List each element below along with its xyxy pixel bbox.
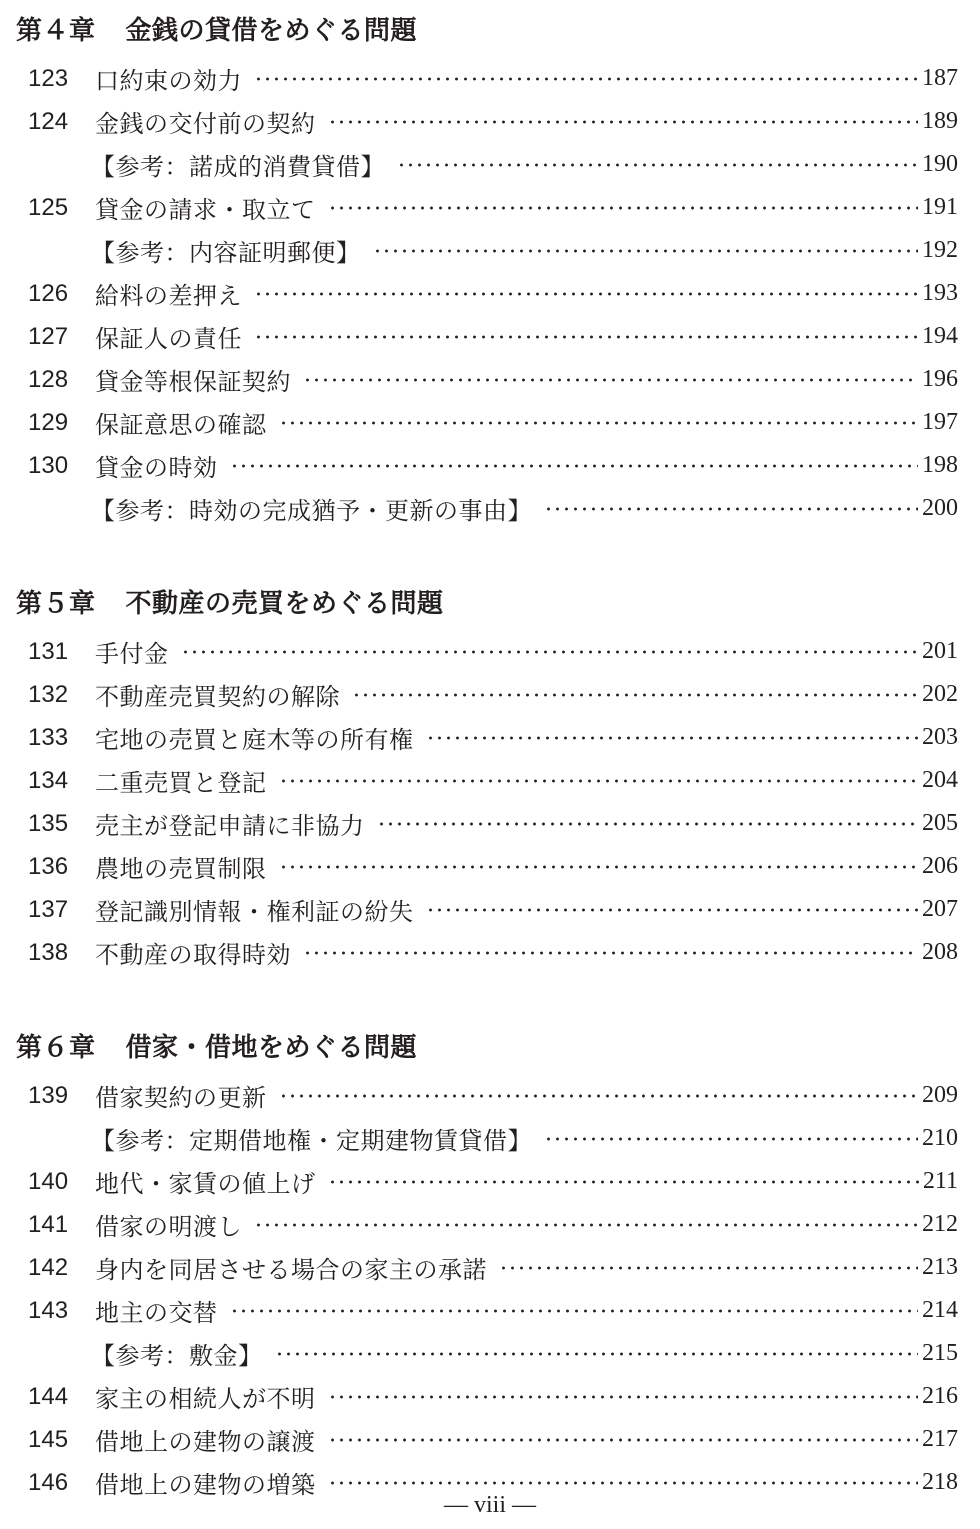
entry-page-number: 217 [922, 1426, 958, 1452]
toc-reference-entry[interactable] [0, 143, 980, 186]
dot-leader [373, 248, 919, 254]
entry-title: 金銭の交付前の契約 [95, 110, 316, 138]
entry-title: 借家の明渡し [95, 1213, 242, 1241]
dot-leader [328, 119, 919, 125]
toc-entry[interactable] [0, 358, 980, 401]
toc-entry[interactable] [0, 57, 980, 100]
toc-entry[interactable] [0, 716, 980, 759]
entry-title: 登記識別情報・権利証の紛失 [95, 898, 414, 926]
dot-leader [254, 334, 918, 340]
entry-title: 不動産の取得時効 [95, 941, 291, 969]
toc-entry[interactable] [0, 673, 980, 716]
entry-page-number: 193 [922, 280, 958, 306]
toc-reference-entry[interactable] [0, 1117, 980, 1160]
entry-page-number: 189 [922, 108, 958, 134]
dot-leader [279, 778, 919, 784]
entry-title: 貸金の時効 [95, 454, 218, 482]
toc-entry[interactable] [0, 630, 980, 673]
entry-number: 134 [28, 766, 69, 794]
entry-page-number: 206 [922, 853, 958, 879]
chapter-title: 不動産の売買をめぐる問題 [125, 589, 444, 619]
entry-number: 124 [28, 107, 69, 135]
toc-entry[interactable] [0, 1289, 980, 1332]
entry-page-number: 209 [922, 1082, 958, 1108]
section-spacer [0, 530, 980, 573]
entry-title: 不動産売買契約の解除 [95, 683, 340, 711]
chapter-section [0, 1017, 980, 1504]
entry-page-number: 218 [922, 1469, 958, 1495]
dot-leader [303, 377, 918, 383]
dot-leader [230, 463, 919, 469]
entry-title: 売主が登記申請に非協力 [95, 812, 365, 840]
entry-number: 146 [28, 1468, 69, 1496]
chapter-title: 借家・借地をめぐる問題 [125, 1033, 418, 1063]
entry-title: 二重売買と登記 [95, 769, 267, 797]
entry-title: 農地の売買制限 [95, 855, 267, 883]
entry-title: 保証意思の確認 [95, 411, 267, 439]
entry-page-number: 211 [922, 1168, 958, 1194]
dot-leader [544, 1136, 918, 1142]
entry-title: 借地上の建物の増築 [95, 1471, 316, 1499]
entry-title: 【参考：内容証明郵便】 [91, 239, 361, 267]
entry-page-number: 208 [922, 939, 958, 965]
entry-page-number: 202 [922, 681, 958, 707]
chapter-section [0, 573, 980, 974]
entry-title: 地代・家賃の値上げ [95, 1170, 316, 1198]
chapter-number: 第６章 [16, 1033, 96, 1063]
dot-leader [544, 506, 918, 512]
entry-title: 【参考：定期借地権・定期建物賃貸借】 [91, 1127, 532, 1155]
entry-number: 125 [28, 193, 69, 221]
entry-page-number: 215 [922, 1340, 958, 1366]
entry-title: 貸金等根保証契約 [95, 368, 291, 396]
dot-leader [254, 1222, 918, 1228]
entry-page-number: 205 [922, 810, 958, 836]
dot-leader [254, 76, 918, 82]
entry-page-number: 201 [922, 638, 958, 664]
entry-page-number: 192 [922, 237, 958, 263]
entry-title: 貸金の請求・取立て [95, 196, 316, 224]
entry-page-number: 191 [922, 194, 958, 220]
dot-leader [303, 950, 918, 956]
entry-title: 【参考：敷金】 [91, 1342, 263, 1370]
entry-page-number: 198 [922, 452, 958, 478]
dot-leader [328, 1437, 919, 1443]
entry-number: 135 [28, 809, 69, 837]
dot-leader [279, 1093, 919, 1099]
entry-number: 138 [28, 938, 69, 966]
toc-entry[interactable] [0, 845, 980, 888]
toc-entry[interactable] [0, 1160, 980, 1203]
toc-entry[interactable] [0, 100, 980, 143]
chapter-heading [0, 1017, 980, 1074]
entry-page-number: 214 [922, 1297, 958, 1323]
entry-title: 保証人の責任 [95, 325, 242, 353]
entry-number: 145 [28, 1425, 69, 1453]
toc-entry[interactable] [0, 802, 980, 845]
toc-entry[interactable] [0, 931, 980, 974]
toc-entry[interactable] [0, 888, 980, 931]
toc-entry[interactable] [0, 1375, 980, 1418]
entry-number: 129 [28, 408, 69, 436]
dot-leader [328, 1394, 919, 1400]
dot-leader [426, 907, 919, 913]
entry-title: 口約束の効力 [95, 67, 242, 95]
dot-leader [426, 735, 919, 741]
entry-number: 142 [28, 1253, 69, 1281]
dot-leader [328, 1179, 919, 1185]
dot-leader [352, 692, 918, 698]
entry-number: 127 [28, 322, 69, 350]
entry-title: 身内を同居させる場合の家主の承諾 [95, 1256, 487, 1284]
toc-entry[interactable] [0, 1074, 980, 1117]
entry-page-number: 200 [922, 495, 958, 521]
dot-leader [499, 1265, 918, 1271]
entry-number: 143 [28, 1296, 69, 1324]
entry-number: 144 [28, 1382, 69, 1410]
dot-leader [397, 162, 918, 168]
entry-title: 家主の相続人が不明 [95, 1385, 316, 1413]
entry-page-number: 207 [922, 896, 958, 922]
toc-entry[interactable] [0, 401, 980, 444]
entry-page-number: 196 [922, 366, 958, 392]
chapter-section [0, 0, 980, 530]
toc-entry[interactable] [0, 315, 980, 358]
toc-entry[interactable] [0, 1418, 980, 1461]
chapter-heading [0, 573, 980, 630]
entry-title: 給料の差押え [95, 282, 242, 310]
dot-leader [328, 205, 919, 211]
entry-number: 123 [28, 64, 69, 92]
entry-number: 130 [28, 451, 69, 479]
toc-entry[interactable] [0, 444, 980, 487]
dot-leader [328, 1480, 919, 1486]
toc-entry[interactable] [0, 186, 980, 229]
entry-number: 132 [28, 680, 69, 708]
entry-number: 139 [28, 1081, 69, 1109]
page-number-footer: — viii — [443, 1492, 536, 1518]
entry-title: 【参考：諾成的消費貸借】 [91, 153, 385, 181]
toc-entry[interactable] [0, 1203, 980, 1246]
section-spacer [0, 974, 980, 1017]
chapter-number: 第４章 [16, 16, 96, 46]
dot-leader [230, 1308, 919, 1314]
toc-reference-entry[interactable] [0, 229, 980, 272]
entry-page-number: 213 [922, 1254, 958, 1280]
chapter-number: 第５章 [16, 589, 96, 619]
entry-page-number: 210 [922, 1125, 958, 1151]
toc-reference-entry[interactable] [0, 487, 980, 530]
dot-leader [254, 291, 918, 297]
entry-page-number: 197 [922, 409, 958, 435]
entry-page-number: 216 [922, 1383, 958, 1409]
entry-number: 136 [28, 852, 69, 880]
toc-reference-entry[interactable] [0, 1332, 980, 1375]
entry-number: 141 [28, 1210, 69, 1238]
entry-page-number: 187 [922, 65, 958, 91]
entry-title: 借家契約の更新 [95, 1084, 267, 1112]
entry-title: 【参考：時効の完成猶予・更新の事由】 [91, 497, 532, 525]
entry-number: 133 [28, 723, 69, 751]
chapter-heading [0, 0, 980, 57]
dot-leader [275, 1351, 919, 1357]
entry-title: 宅地の売買と庭木等の所有権 [95, 726, 414, 754]
entry-number: 126 [28, 279, 69, 307]
toc-entry[interactable] [0, 759, 980, 802]
entry-title: 手付金 [95, 640, 169, 668]
entry-number: 131 [28, 637, 69, 665]
entry-page-number: 203 [922, 724, 958, 750]
entry-number: 140 [28, 1167, 69, 1195]
dot-leader [279, 864, 919, 870]
entry-title: 借地上の建物の譲渡 [95, 1428, 316, 1456]
entry-title: 地主の交替 [95, 1299, 218, 1327]
entry-number: 137 [28, 895, 69, 923]
entry-page-number: 194 [922, 323, 958, 349]
toc-entry[interactable] [0, 1246, 980, 1289]
dot-leader [181, 649, 919, 655]
dot-leader [377, 821, 919, 827]
entry-page-number: 204 [922, 767, 958, 793]
entry-page-number: 212 [922, 1211, 958, 1237]
entry-page-number: 190 [922, 151, 958, 177]
chapter-title: 金銭の貸借をめぐる問題 [125, 16, 418, 46]
dot-leader [279, 420, 919, 426]
entry-number: 128 [28, 365, 69, 393]
toc-entry[interactable] [0, 272, 980, 315]
